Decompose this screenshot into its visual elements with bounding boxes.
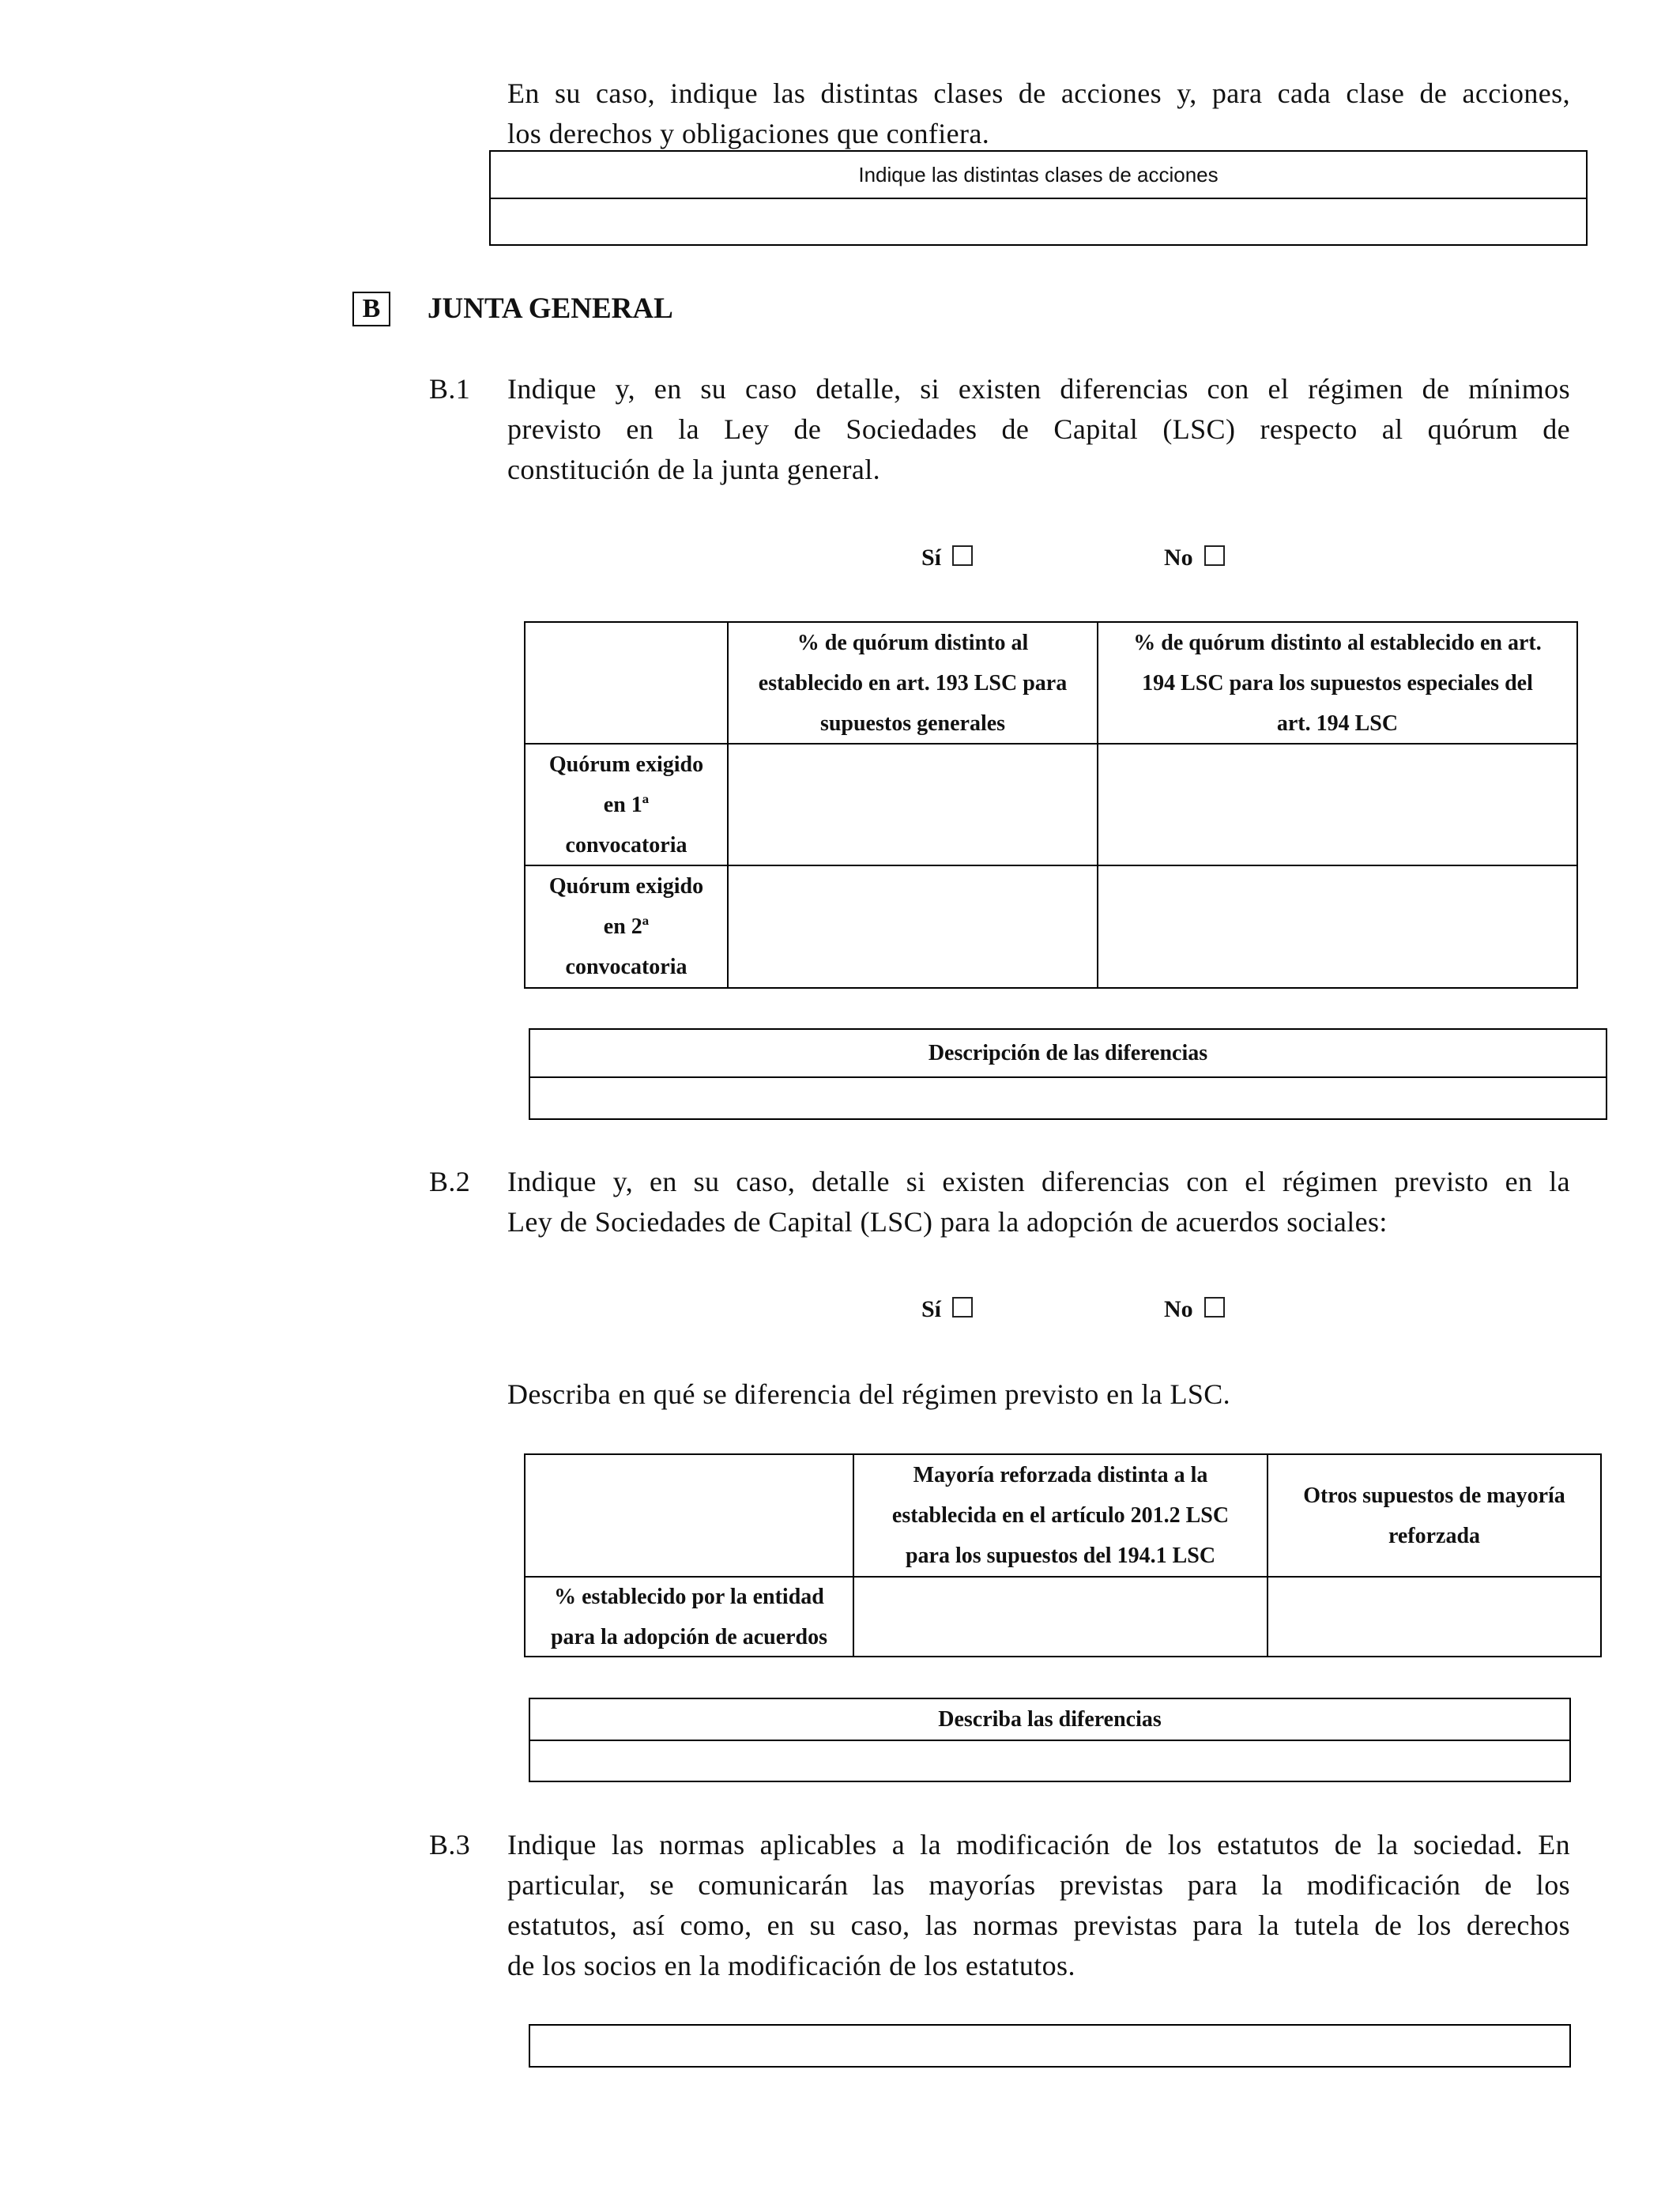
b2-yes-checkbox[interactable] (952, 1297, 973, 1318)
quorum-col2-header-line: art. 194 LSC (1276, 711, 1399, 736)
quorum-col1-header-line: supuestos generales (819, 711, 1006, 736)
b1-line-1: Indique y, en su caso detalle, si existen diferencias con el régimen de mínimos (507, 373, 1570, 405)
quorum-r2-c2-input[interactable] (1098, 866, 1576, 987)
b2-yes-label: Sí (921, 1296, 942, 1322)
majority-col2-header (1268, 1455, 1600, 1576)
b2-no-option[interactable] (1164, 1296, 1225, 1323)
majority-col1-header-line: establecida en el artículo 201.2 LSC (891, 1503, 1230, 1528)
quorum-row1-label (525, 745, 727, 865)
majority-col1-header (854, 1455, 1267, 1576)
quorum-row2-label-line: convocatoria (565, 955, 687, 979)
b1-no-label: No (1164, 545, 1193, 571)
b2-no-label: No (1164, 1296, 1193, 1322)
b2-differences-header: Describa las diferencias (938, 1707, 1162, 1732)
quorum-col2-header (1098, 623, 1576, 743)
share-classes-header: Indique las distintas clases de acciones (858, 162, 1219, 187)
b3-line-2: particular, se comunicarán las mayorías previstas para la modificación de los (507, 1869, 1570, 1901)
majority-row-label (525, 1578, 853, 1656)
quorum-row2-label-line: en 2ª (603, 914, 650, 939)
majority-col2-header-line: reforzada (1388, 1523, 1481, 1548)
b2-describe-text: Describa en qué se diferencia del régimen previsto en la LSC. (507, 1378, 1231, 1410)
majority-c2-input[interactable] (1268, 1578, 1600, 1656)
intro-line-1: En su caso, indique las distintas clases de acciones y, para cada clase de acciones, (507, 77, 1570, 109)
majority-col2-header-line: Otros supuestos de mayoría (1303, 1483, 1565, 1508)
b1-line-3: constitución de la junta general. (507, 454, 881, 485)
b1-differences-input[interactable] (530, 1078, 1606, 1118)
b1-no-checkbox[interactable] (1204, 545, 1225, 566)
quorum-col2-header-line: % de quórum distinto al establecido en art. (1133, 630, 1542, 655)
majority-col1-header-line: para los supuestos del 194.1 LSC (905, 1544, 1216, 1568)
b1-no-option[interactable] (1164, 545, 1225, 571)
b3-number: B.3 (429, 1829, 471, 1860)
intro-line-2: los derechos y obligaciones que confiera. (507, 118, 990, 149)
quorum-col1-header (729, 623, 1097, 743)
b1-yes-option[interactable] (921, 545, 973, 571)
b1-yes-checkbox[interactable] (952, 545, 973, 566)
b2-no-checkbox[interactable] (1204, 1297, 1225, 1318)
b2-yes-option[interactable] (921, 1296, 973, 1323)
quorum-r1-c1-input[interactable] (729, 745, 1097, 865)
quorum-row1-label-line: convocatoria (565, 832, 687, 858)
b3-line-3: estatutos, así como, en su caso, las normas previstas para la tutela de los derechos (507, 1909, 1570, 1941)
quorum-col1-header-line: % de quórum distinto al (797, 630, 1029, 655)
b3-line-4: de los socios en la modificación de los estatutos. (507, 1950, 1075, 1981)
b2-differences-input[interactable] (530, 1741, 1569, 1781)
quorum-row2-label-line: Quórum exigido (548, 874, 704, 899)
quorum-r1-c2-input[interactable] (1098, 745, 1576, 865)
quorum-col2-header-line: 194 LSC para los supuestos especiales del (1142, 670, 1533, 696)
majority-row-label-line: para la adopción de acuerdos (550, 1624, 828, 1649)
majority-row-label-line: % establecido por la entidad (554, 1584, 824, 1609)
b1-line-2: previsto en la Ley de Sociedades de Capital (LSC) respecto al quórum de (507, 413, 1570, 445)
section-b-title: JUNTA GENERAL (428, 292, 673, 325)
b2-line-1: Indique y, en su caso, detalle si existen diferencias con el régimen previsto en la (507, 1166, 1570, 1197)
b3-line-1: Indique las normas aplicables a la modificación de los estatutos de la sociedad. En (507, 1829, 1570, 1860)
section-b-letter: B (352, 292, 390, 326)
quorum-row2-label (525, 866, 727, 987)
b1-differences-header: Descripción de las diferencias (928, 1041, 1208, 1065)
quorum-col1-header-line: establecido en art. 193 LSC para (758, 670, 1068, 696)
b1-number: B.1 (429, 373, 471, 405)
b2-number: B.2 (429, 1166, 471, 1197)
majority-col1-header-line: Mayoría reforzada distinta a la (913, 1463, 1208, 1487)
quorum-row1-label-line: Quórum exigido (548, 752, 704, 777)
majority-c1-input[interactable] (854, 1578, 1267, 1656)
b3-answer-box[interactable] (529, 2024, 1571, 2068)
quorum-r2-c1-input[interactable] (729, 866, 1097, 987)
share-classes-answer-cell[interactable] (491, 199, 1586, 244)
quorum-row1-label-line: en 1ª (603, 792, 650, 817)
b2-line-2: Ley de Sociedades de Capital (LSC) para la adopción de acuerdos sociales: (507, 1206, 1388, 1238)
b1-yes-label: Sí (921, 545, 942, 571)
